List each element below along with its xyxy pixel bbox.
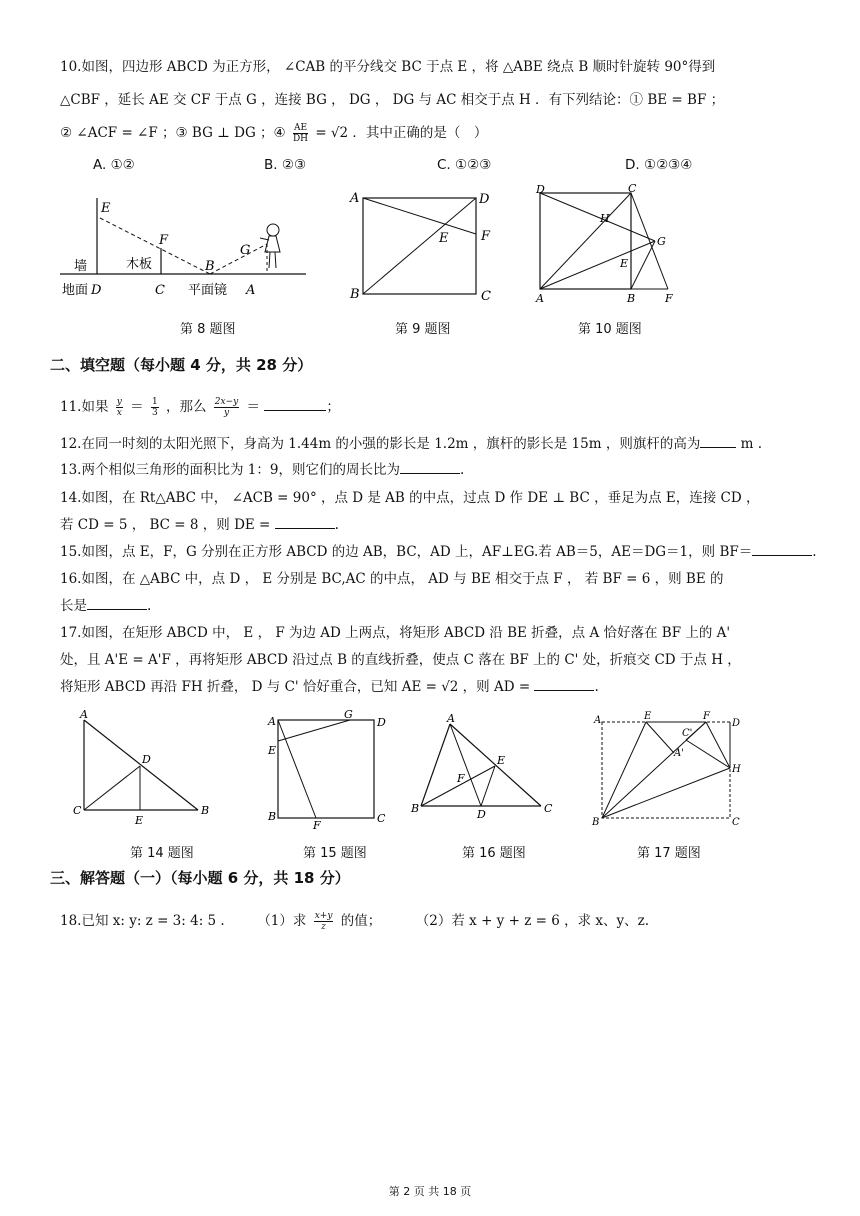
q10-option-b: B. ②③ — [264, 157, 307, 173]
q10-option-a: A. ①② — [93, 157, 135, 173]
fig15-label-G: G — [344, 708, 353, 721]
fig14-label-A: A — [80, 708, 88, 721]
q13-text: 13.两个相似三角形的面积比为 1：9，则它们的周长比为 — [60, 462, 400, 478]
q13-end: . — [459, 462, 465, 478]
q11-f1-num: y — [116, 397, 122, 407]
q11-f2-den: 3 — [151, 408, 158, 418]
q10-frac-den: DH — [292, 134, 309, 144]
q16-line1: 16.如图，在 △ABC 中，点 D ， E 分别是 BC,AC 的中点， AD 与 BE 相交于点 F ， 若 BF = 6 ，则 BE 的 — [60, 571, 724, 587]
fig17-label-C: C — [732, 817, 740, 828]
q17-end: . — [594, 679, 599, 695]
fig17-label-B: B — [592, 817, 600, 828]
fig16-label-D: D — [477, 808, 486, 821]
q16-blank[interactable] — [87, 609, 147, 610]
q11-text-c: ＝ — [246, 399, 261, 415]
fig17-label-D: D — [732, 718, 741, 729]
fig8-label-B: B — [205, 259, 215, 274]
fig15-caption: 第 15 题图 — [303, 846, 367, 861]
q15-end: . — [812, 544, 817, 560]
fig17-caption: 第 17 题图 — [637, 846, 701, 861]
fig14-label-D: D — [142, 753, 151, 766]
fig16-label-B: B — [411, 802, 420, 815]
fig10-label-E: E — [620, 257, 629, 270]
q12 — [60, 434, 762, 454]
q18-frac-num: x+y — [314, 911, 333, 921]
q18 — [60, 911, 649, 932]
q11-text-d: ； — [326, 399, 340, 415]
q14-line2 — [60, 515, 339, 535]
fig10-label-B: B — [627, 292, 636, 305]
fig9-label-B: B — [350, 287, 360, 302]
figure-15 — [264, 708, 394, 832]
fig17-label-A-prime: A' — [674, 748, 684, 759]
figure-10 — [530, 183, 690, 305]
q18-text-b: （1）求 — [257, 913, 307, 929]
q14-line1: 14.如图，在 Rt△ABC 中， ∠ACB = 90° ，点 D 是 AB 的中点，过点 D 作 DE ⊥ BC ，垂足为点 E，连接 CD ， — [60, 490, 760, 506]
fig16-label-A: A — [447, 712, 455, 725]
q17-blank[interactable] — [534, 690, 594, 691]
fig9-label-C: C — [481, 289, 491, 303]
q11-frac-y-x — [116, 397, 123, 418]
fig10-label-C: C — [628, 183, 637, 195]
q17-line2: 处，且 A'E = A'F ，再将矩形 ABCD 沿过点 B 的直线折叠，使点 C 落在 BF 上的 C' 处，折痕交 CD 于点 H ， — [60, 652, 741, 668]
q18-text-c: 的值； — [340, 913, 382, 929]
fig10-label-G: G — [657, 235, 666, 248]
fig17-label-C-prime: C' — [682, 728, 693, 739]
q11-f3-den: y — [223, 408, 230, 418]
fig8-label-ground: 地面 — [62, 283, 89, 298]
q16-line2 — [60, 596, 151, 616]
fig10-label-D: D — [536, 183, 545, 196]
q11-f2-num: 1 — [151, 397, 158, 407]
q16-text: 长是 — [60, 598, 87, 614]
q10-line3-b: = √2 ．其中正确的是（ ） — [315, 125, 488, 141]
fig17-label-F: F — [703, 711, 710, 722]
q13 — [60, 460, 464, 480]
q11-frac-1-3 — [151, 397, 159, 418]
fig9-label-E: E — [439, 231, 449, 246]
fig10-label-H: H — [600, 212, 610, 225]
fig17-label-E: E — [644, 711, 652, 722]
fig8-label-A: A — [246, 283, 256, 298]
fig16-label-F: F — [457, 772, 465, 785]
q10-line1: 10.如图，四边形 ABCD 为正方形， ∠CAB 的平分线交 BC 于点 E ，将 △ABE 绕点 B 顺时针旋转 90°得到 — [60, 59, 716, 75]
fig9-label-A: A — [350, 191, 360, 206]
q14-end: . — [334, 517, 339, 533]
fig15-label-D: D — [377, 716, 386, 729]
fig14-label-C: C — [73, 804, 82, 817]
fig14-label-B: B — [201, 804, 210, 817]
q12-text: 12.在同一时刻的太阳光照下，身高为 1.44m 的小强的影长是 1.2m ，旗杆的影长是 15m ，则旗杆的高为 — [60, 436, 701, 452]
fig10-caption: 第 10 题图 — [578, 322, 642, 337]
fig15-label-C: C — [377, 812, 386, 825]
fig8-label-C: C — [155, 283, 165, 298]
fig10-label-A: A — [536, 292, 544, 305]
q16-end: . — [147, 598, 152, 614]
q14-text: 若 CD = 5 ， BC = 8 ，则 DE = — [60, 517, 271, 533]
fig15-label-B: B — [268, 810, 277, 823]
q12-blank[interactable] — [700, 447, 736, 448]
fig14-label-E: E — [135, 814, 144, 827]
q17-text: 将矩形 ABCD 再沿 FH 折叠， D 与 C' 恰好重合，已知 AE = √2 ，则 AD = — [60, 679, 531, 695]
fig9-label-F: F — [481, 229, 491, 244]
q11-frac-expr — [214, 397, 239, 418]
q10-line3-a: ② ∠ACF = ∠F ；③ BG ⊥ DG ；④ — [60, 125, 286, 141]
fig15-label-E: E — [268, 744, 277, 757]
figure-8 — [60, 188, 310, 303]
fig8-label-F: F — [159, 233, 169, 248]
q10-frac-num: AE — [293, 123, 308, 133]
fig17-label-A: A — [594, 715, 602, 726]
section-3-heading: 三、解答题（一）（每小题 6 分，共 18 分） — [50, 869, 350, 887]
figure-14 — [70, 708, 220, 828]
fig9-label-D: D — [479, 192, 490, 207]
q11-f1-den: x — [116, 408, 122, 418]
q11-text-b: ，那么 — [166, 399, 207, 415]
fig17-label-H: H — [732, 764, 741, 775]
figure-17 — [586, 708, 746, 832]
q11-eq: ＝ — [130, 399, 144, 415]
q18-fraction — [314, 911, 334, 932]
q18-frac-den: z — [321, 922, 326, 932]
q11-text-a: 11.如果 — [60, 399, 109, 415]
q18-text-d: （2）若 x + y + z = 6 ，求 x、y、z. — [415, 913, 650, 929]
q10-option-d: D. ①②③④ — [625, 157, 693, 173]
fig8-label-E: E — [101, 201, 111, 216]
fig8-label-mirror: 平面镜 — [188, 283, 228, 298]
fig15-label-F: F — [313, 819, 321, 832]
q10-fraction — [293, 123, 308, 144]
fig16-label-E: E — [497, 754, 506, 767]
fig8-label-wall: 墙 — [74, 259, 88, 274]
figure-16 — [405, 712, 555, 828]
fig16-label-C: C — [544, 802, 553, 815]
fig8-label-G: G — [240, 243, 251, 258]
q11 — [60, 397, 340, 418]
q15-blank[interactable] — [752, 555, 812, 556]
q10-line2: △CBF ，延长 AE 交 CF 于点 G ，连接 BG ， DG ， DG 与 AC 相交于点 H ．有下列结论：① BE = BF ； — [60, 92, 725, 108]
q18-text-a: 18.已知 x: y: z = 3: 4: 5 . — [60, 913, 225, 929]
fig8-caption: 第 8 题图 — [180, 322, 236, 337]
q17-line3 — [60, 677, 599, 697]
q15-text: 15.如图，点 E，F，G 分别在正方形 ABCD 的边 AB，BC，AD 上，AF⊥EG.若 AB＝5，AE＝DG＝1，则 BF＝ — [60, 544, 753, 560]
figure-9 — [345, 188, 500, 303]
fig8-label-board: 木板 — [126, 257, 153, 272]
fig8-label-D: D — [91, 283, 102, 298]
fig16-caption: 第 16 题图 — [462, 846, 526, 861]
page-footer: 第 2 页 共 18 页 — [388, 1185, 472, 1198]
q10-line3 — [60, 123, 487, 144]
fig9-caption: 第 9 题图 — [395, 322, 451, 337]
q14-blank[interactable] — [275, 528, 335, 529]
fig10-label-F: F — [665, 292, 673, 305]
q10-option-c: C. ①②③ — [437, 157, 492, 173]
q15 — [60, 542, 817, 562]
section-2-heading: 二、填空题（每小题 4 分，共 28 分） — [50, 356, 313, 374]
fig14-caption: 第 14 题图 — [130, 846, 194, 861]
q13-blank[interactable] — [400, 473, 460, 474]
q11-f3-num: 2x−y — [214, 397, 239, 407]
q12-unit: m . — [740, 436, 763, 452]
q17-line1: 17.如图，在矩形 ABCD 中， E ， F 为边 AD 上两点，将矩形 ABCD 沿 BE 折叠，点 A 恰好落在 BF 上的 A' — [60, 625, 731, 641]
q11-blank[interactable] — [264, 410, 326, 411]
fig15-label-A: A — [268, 715, 276, 728]
